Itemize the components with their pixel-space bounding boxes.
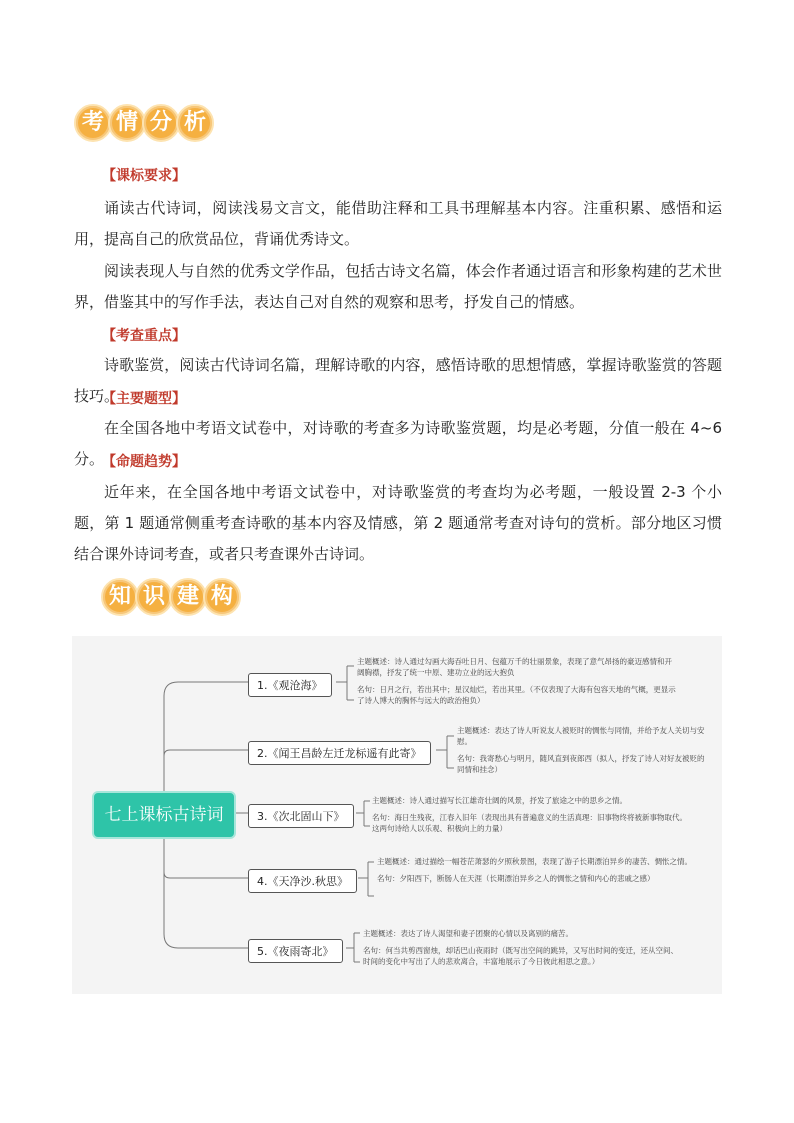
banner-char: 析 xyxy=(176,104,214,142)
note-line: 名句：夕阳西下，断肠人在天涯（长期漂泊异乡之人的惆怅之情和内心的悲戚之感） xyxy=(377,874,655,883)
mindmap-note-3 xyxy=(372,795,692,840)
mindmap-note-1 xyxy=(357,656,677,712)
mindmap-node-5: 5.《夜雨寄北》 xyxy=(248,939,343,963)
note-theme: 主题概述：表达了诗人渴望和妻子团聚的心情以及离别的痛苦。 xyxy=(363,929,573,938)
banner-char: 建 xyxy=(169,578,207,616)
note-line: 名句：日月之行，若出其中；星汉灿烂，若出其里。（不仅表现了大海有包容天地的气概，更显示了诗人博大的胸怀与远大的政治抱负） xyxy=(357,685,676,705)
section-label-kaocha: 【考查重点】 xyxy=(102,328,186,344)
para-kebiao-1: 诵读古代诗词，阅读浅易文言文，能借助注释和工具书理解基本内容。注重积累、感悟和运用，提高自己的欣赏品位，背诵优秀诗文。 xyxy=(74,199,722,248)
para-qushi: 近年来，在全国各地中考语文试卷中，对诗歌鉴赏的考查均为必考题，一般设置 2-3 个小题，第 1 题通常侧重考查诗歌的基本内容及情感，第 2 题通常考查对诗句的赏析。部分地区习惯结合课外诗词考查，或者只考查课外古诗词。 xyxy=(74,483,722,563)
note-line: 名句：海日生残夜，江春入旧年（表现出具有普遍意义的生活真理：旧事物终将被新事物取代。这两句诗给人以乐观、积极向上的力量） xyxy=(372,813,687,833)
banner-kaoqing xyxy=(74,104,210,142)
mindmap-node-4: 4.《天净沙.秋思》 xyxy=(248,869,357,893)
banner-char: 构 xyxy=(203,578,241,616)
mindmap-node-3: 3.《次北固山下》 xyxy=(248,804,354,828)
note-line: 名句：我寄愁心与明月，随风直到夜郎西（拟人，抒发了诗人对好友被贬的同情和挂念） xyxy=(457,754,705,774)
note-theme: 主题概述：表达了诗人听说友人被贬时的惆怅与同情，并给予友人关切与安慰。 xyxy=(457,726,705,746)
banner-char: 知 xyxy=(101,578,139,616)
section-label-qushi: 【命题趋势】 xyxy=(102,454,186,470)
mindmap-note-2 xyxy=(457,725,707,781)
note-theme: 主题概述：诗人通过勾画大海吞吐日月、包蕴万千的壮丽景象，表现了意气昂扬的豪迈感情和开阔胸襟，抒发了统一中原、建功立业的远大抱负 xyxy=(357,657,672,677)
note-theme: 主题概述：诗人通过描写长江雄奇壮阔的风景，抒发了旅途之中的思乡之情。 xyxy=(372,796,627,805)
banner-zhishi xyxy=(101,578,237,616)
note-line: 名句：何当共剪西窗烛，却话巴山夜雨时（既写出空间的跳异，又写出时间的变迁，还从空间、时间的变化中写出了人的悲欢离合，丰富地展示了今日彼此相思之意。） xyxy=(363,946,678,966)
banner-char: 分 xyxy=(142,104,180,142)
para-kebiao-2: 阅读表现人与自然的优秀文学作品，包括古诗文名篇，体会作者通过语言和形象构建的艺术世界，借鉴其中的写作手法，表达自己对自然的观察和思考，抒发自己的情感。 xyxy=(74,262,722,311)
mindmap-center: 七上课标古诗词 xyxy=(92,791,236,839)
banner-char: 考 xyxy=(74,104,112,142)
mindmap xyxy=(72,636,722,994)
para-kaocha: 诗歌鉴赏，阅读古代诗词名篇，理解诗歌的内容，感悟诗歌的思想情感，掌握诗歌鉴赏的答题技巧。 xyxy=(74,356,722,405)
mindmap-note-4 xyxy=(377,856,697,890)
mindmap-node-2: 2.《闻王昌龄左迁龙标遥有此寄》 xyxy=(248,741,431,765)
banner-char: 情 xyxy=(108,104,146,142)
banner-char: 识 xyxy=(135,578,173,616)
mindmap-note-5 xyxy=(363,928,683,973)
section-label-kebiao: 【课标要求】 xyxy=(102,168,186,184)
mindmap-node-1: 1.《观沧海》 xyxy=(248,673,332,697)
note-theme: 主题概述：通过描绘一幅苍茫萧瑟的夕照秋景图，表现了游子长期漂泊异乡的凄苦、惆怅之情。 xyxy=(377,857,692,866)
section-label-tixing: 【主要题型】 xyxy=(102,391,186,407)
para-tixing: 在全国各地中考语文试卷中，对诗歌的考查多为诗歌鉴赏题，均是必考题，分值一般在 4~6 分。 xyxy=(74,419,722,468)
